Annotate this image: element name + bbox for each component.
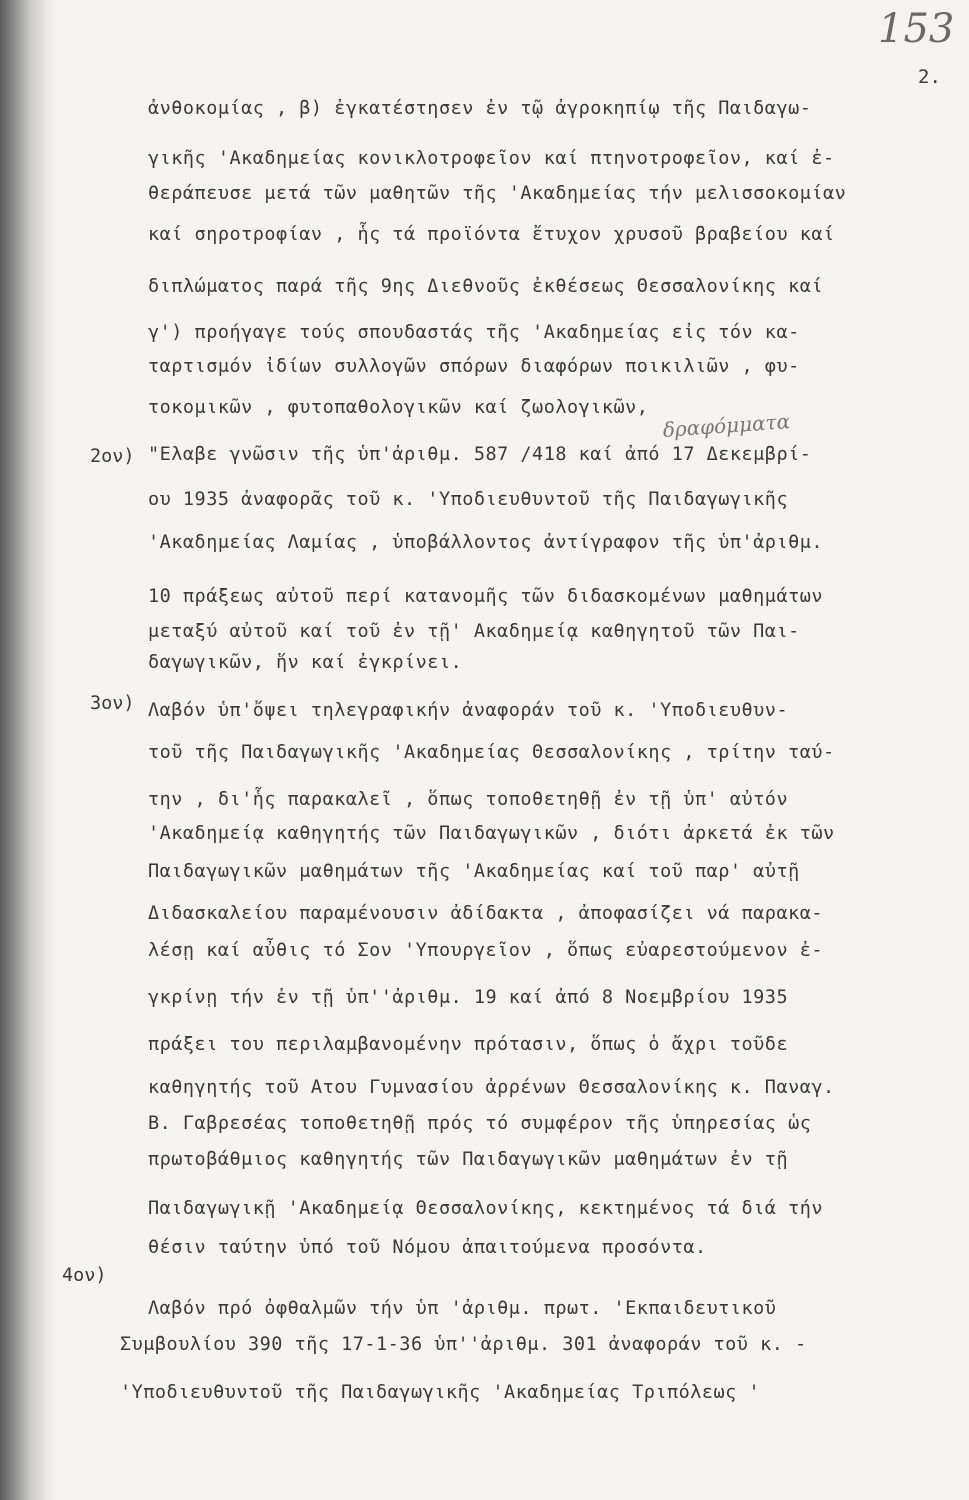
text-line: θέσιν ταύτην ὑπό τοῦ Νόμου ἀπαιτούμενα προσόντα. bbox=[148, 1237, 707, 1258]
text-line: δαγωγικῶν, ἥν καί ἐγκρίνει. bbox=[148, 652, 463, 673]
text-line: γικῆς 'Ακαδημείας κονικλοτροφεῖον καί πτηνοτροφεῖον, καί ἐ- bbox=[148, 148, 835, 169]
text-line: 'Υποδιευθυντοῦ τῆς Παιδαγωγικῆς 'Ακαδημείας Τριπόλεως ' bbox=[120, 1382, 761, 1403]
section-number: 3ον) bbox=[90, 693, 135, 714]
text-line: 'Ακαδημείᾳ καθηγητής τῶν Παιδαγωγικῶν , διότι ἀρκετά ἐκ τῶν bbox=[148, 823, 835, 844]
text-line: γκρίνῃ τήν ἐν τῇ ὑπ''ἀριθμ. 19 καί ἀπό 8 Νοεμβρίου 1935 bbox=[148, 987, 789, 1008]
text-line: λέσῃ καί αὖθις τό Σον 'Υπουργεῖον , ὅπως εὐαρεστούμενον ἐ- bbox=[148, 940, 824, 961]
text-line: Λαβόν πρό ὀφθαλμῶν τήν ὑπ 'ἀριθμ. πρωτ. 'Εκπαιδευτικοῦ bbox=[148, 1298, 777, 1319]
text-line: καθηγητής τοῦ Ατου Γυμνασίου ἀρρένων Θεσσαλονίκης κ. Παναγ. bbox=[148, 1077, 835, 1098]
text-line: πρωτοβάθμιος καθηγητής τῶν Παιδαγωγικῶν μαθημάτων ἐν τῇ bbox=[148, 1149, 789, 1170]
text-line: Συμβουλίου 390 τῆς 17-1-36 ὑπ''ἀριθμ. 301 ἀναφοράν τοῦ κ. - bbox=[120, 1334, 807, 1355]
text-line: τοῦ τῆς Παιδαγωγικῆς 'Ακαδημείας Θεσσαλονίκης , τρίτην ταύ- bbox=[148, 742, 835, 763]
text-line: μεταξύ αὐτοῦ καί τοῦ ἐν τῇ' Ακαδημείᾳ καθηγητοῦ τῶν Παι- bbox=[148, 621, 800, 642]
text-line: ταρτισμόν ἰδίων συλλογῶν σπόρων διαφόρων ποικιλιῶν , φυ- bbox=[148, 356, 800, 377]
folio-number: 153 bbox=[878, 6, 955, 52]
text-line: διπλώματος παρά τῆς 9ης Διεθνοῦς ἐκθέσεως Θεσσαλονίκης καί bbox=[148, 276, 824, 297]
page-number: 2. bbox=[918, 66, 941, 88]
text-line: πράξει του περιλαμβανομένην πρότασιν, ὅπως ὁ ἄχρι τοῦδε bbox=[148, 1034, 789, 1055]
section-number: 4ον) bbox=[62, 1265, 107, 1286]
text-line: "Ελαβε γνῶσιν τῆς ὑπ'ἀριθμ. 587 /418 καί ἀπό 17 Δεκεμβρί- bbox=[148, 444, 812, 465]
text-line: θεράπευσε μετά τῶν μαθητῶν τῆς 'Ακαδημείας τήν μελισσοκομίαν bbox=[148, 183, 847, 204]
text-line: 10 πράξεως αὐτοῦ περί κατανομῆς τῶν διδασκομένων μαθημάτων bbox=[148, 586, 824, 607]
text-line: τοκομικῶν , φυτοπαθολογικῶν καί ζωολογικῶν, bbox=[148, 397, 649, 418]
text-line: καί σηροτροφίαν , ἧς τά προϊόντα ἔτυχον χρυσοῦ βραβείου καί bbox=[148, 224, 835, 245]
text-line: την , δι'ἧς παρακαλεῖ , ὅπως τοποθετηθῇ ἐν τῇ ὑπ' αὐτόν bbox=[148, 789, 789, 810]
text-line: Παιδαγωγικῶν μαθημάτων τῆς 'Ακαδημείας καί τοῦ παρ' αὐτῇ bbox=[148, 861, 800, 882]
text-line: Λαβόν ὑπ'ὄψει τηλεγραφικήν ἀναφοράν τοῦ κ. 'Υποδιευθυν- bbox=[148, 700, 789, 721]
text-line: 'Ακαδημείας Λαμίας , ὑποβάλλοντος ἀντίγραφον τῆς ὑπ'ἀριθμ. bbox=[148, 532, 824, 553]
book-binding-shadow bbox=[0, 0, 58, 1500]
margin-note: δραφόμματα bbox=[662, 409, 791, 442]
section-number: 2ον) bbox=[90, 446, 135, 467]
text-line: Β. Γαβρεσέας τοποθετηθῇ πρός τό συμφέρον τῆς ὑπηρεσίας ὡς bbox=[148, 1113, 812, 1134]
text-line: γ') προήγαγε τούς σπουδαστάς τῆς 'Ακαδημείας εἰς τόν κα- bbox=[148, 322, 800, 343]
text-line: ου 1935 ἀναφορᾶς τοῦ κ. 'Υποδιευθυντοῦ τῆς Παιδαγωγικῆς bbox=[148, 489, 789, 510]
text-line: ἀνθοκομίας , β) ἐγκατέστησεν ἐν τῷ ἀγροκηπίῳ τῆς Παιδαγω- bbox=[148, 98, 812, 119]
text-line: Διδασκαλείου παραμένουσιν ἀδίδακτα , ἀποφασίζει νά παρακα- bbox=[148, 903, 824, 924]
text-line: Παιδαγωγικῇ 'Ακαδημείᾳ Θεσσαλονίκης, κεκτημένος τά διά τήν bbox=[148, 1198, 824, 1219]
